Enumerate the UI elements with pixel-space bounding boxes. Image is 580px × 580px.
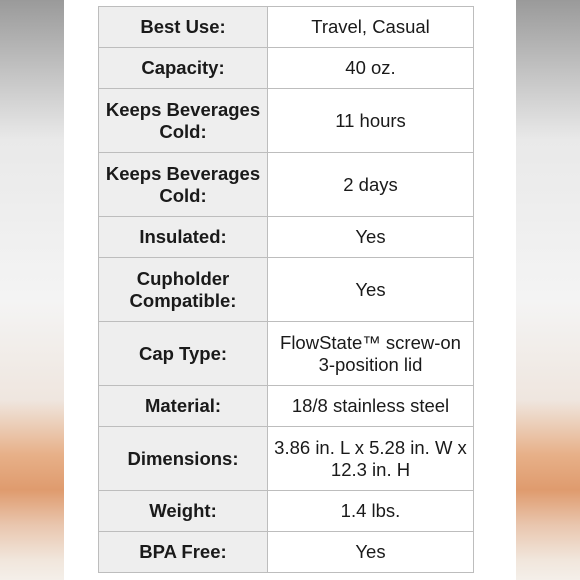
spec-value: FlowState™ screw-on 3-position lid (268, 322, 474, 386)
spec-table (98, 6, 474, 573)
spec-label: Keeps Beverages Cold: (99, 153, 268, 217)
spec-value: Yes (268, 532, 474, 573)
table-row (99, 386, 474, 427)
spec-label: Insulated: (99, 217, 268, 258)
spec-label: Cupholder Compatible: (99, 258, 268, 322)
spec-label: Material: (99, 386, 268, 427)
spec-label: Capacity: (99, 48, 268, 89)
table-row (99, 427, 474, 491)
table-row (99, 48, 474, 89)
spec-value: Yes (268, 258, 474, 322)
spec-label: Best Use: (99, 7, 268, 48)
spec-value: 11 hours (268, 89, 474, 153)
spec-label: Cap Type: (99, 322, 268, 386)
table-row (99, 491, 474, 532)
spec-value: 2 days (268, 153, 474, 217)
table-row (99, 89, 474, 153)
spec-label: Keeps Beverages Cold: (99, 89, 268, 153)
spec-value: 40 oz. (268, 48, 474, 89)
spec-value: 3.86 in. L x 5.28 in. W x 12.3 in. H (268, 427, 474, 491)
spec-label: BPA Free: (99, 532, 268, 573)
spec-value: 1.4 lbs. (268, 491, 474, 532)
table-row (99, 532, 474, 573)
table-row (99, 322, 474, 386)
spec-label: Weight: (99, 491, 268, 532)
spec-value: 18/8 stainless steel (268, 386, 474, 427)
spec-value: Yes (268, 217, 474, 258)
spec-label: Dimensions: (99, 427, 268, 491)
table-row (99, 217, 474, 258)
table-row (99, 258, 474, 322)
table-row (99, 153, 474, 217)
table-row (99, 7, 474, 48)
spec-value: Travel, Casual (268, 7, 474, 48)
